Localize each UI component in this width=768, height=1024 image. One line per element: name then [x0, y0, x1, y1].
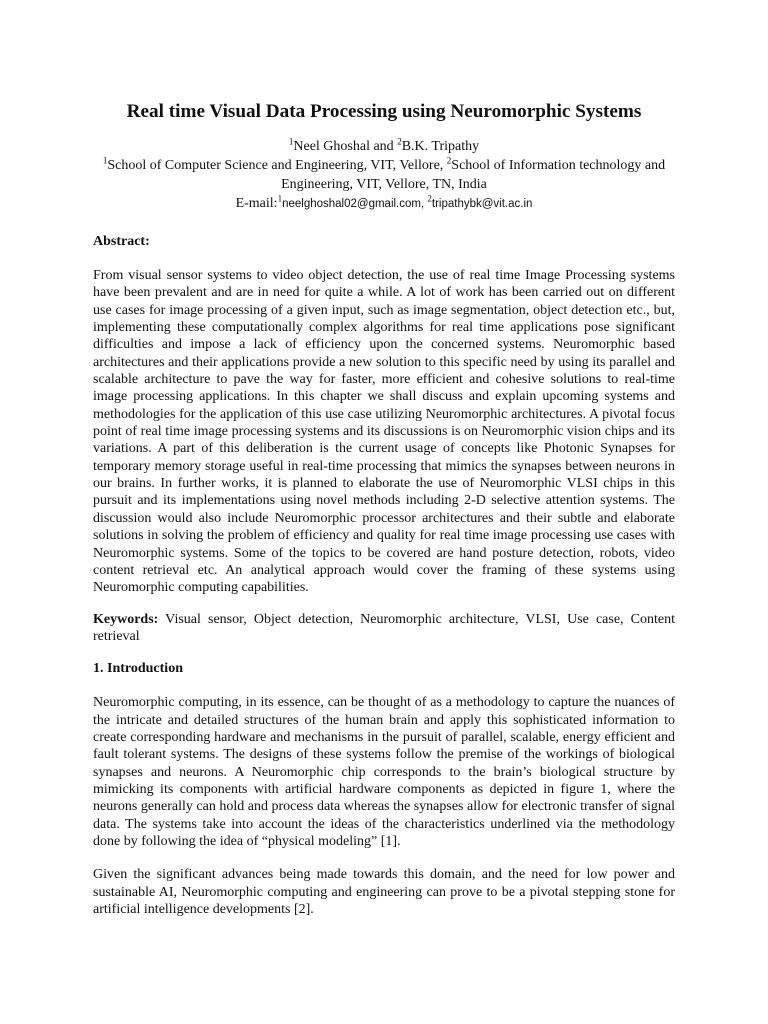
introduction-paragraph-2: Given the significant advances being made towards this domain, and the need for low power and sustainable AI, Neuromorphic computing and engineering can prove to be a pivotal stepping stone for artificial intelligence developments [2].: [93, 867, 675, 917]
introduction-heading: 1. Introduction: [93, 661, 183, 677]
abstract-heading: Abstract:: [93, 234, 150, 249]
affiliation2-superscript: 2: [446, 155, 452, 166]
author1-superscript: 1: [288, 136, 294, 147]
email1-superscript: 1: [277, 193, 283, 204]
keywords-label: Keywords:: [93, 611, 159, 627]
affiliation-block: [93, 156, 675, 194]
keywords-text: Visual sensor, Object detection, Neuromorphic architecture, VLSI, Use case, Content retrieval: [93, 611, 675, 644]
email1-address: neelghoshal02@gmail.com,: [282, 198, 428, 210]
affiliation2-text: School of Information technology and Engineering, VIT, Vellore, TN, India: [281, 158, 666, 192]
email2-address: tripathybk@vit.ac.in: [431, 198, 533, 210]
paper-title: Real time Visual Data Processing using Neuromorphic Systems: [126, 101, 642, 122]
affiliation1-superscript: 1: [102, 155, 108, 166]
email-line: [93, 194, 675, 214]
keywords-paragraph: [93, 611, 675, 646]
introduction-paragraph-1: Neuromorphic computing, in its essence, can be thought of as a methodology to capture the nuances of the intricate and detailed structures of the human brain and apply this sophisticated information to create corresponding hardware and mechanisms in the pursuit of parallel, scalable, energy efficient and fault tolerant systems. The designs of these systems follow the premise of the workings of biological synapses and neurons. A Neuromorphic chip corresponds to the brain’s biological structure by mimicking its components with artificial hardware components as depicted in figure 1, where the neurons generally can hold and process data whereas the synapses allow for electronic transfer of signal data. The systems take into account the ideas of the characteristics underlined via the methodology done by following the idea of “physical modeling” [1].: [93, 695, 675, 849]
paper-content: [93, 100, 675, 932]
author2-superscript: 2: [397, 136, 402, 147]
author1-name: Neel Ghoshal and: [293, 139, 398, 154]
affiliation1-text: School of Computer Science and Engineering, VIT, Vellore,: [107, 158, 447, 173]
email-label: E-mail:: [235, 196, 278, 211]
abstract-text: From visual sensor systems to video object detection, the use of real time Image Processing systems have been prevalent and are in need for quite a while. A lot of work has been carried out on different use cases for image processing of a given input, such as image segmentation, object detection etc., but, implementing these computationally complex algorithms for real time applications pose significant difficulties and impose a lack of efficiency upon the concerned systems. Neuromorphic based architectures and their applications provide a new solution to this specific need by using its parallel and scalable architecture to pave the way for faster, more efficient and cohesive solutions to real-time image processing applications. In this chapter we shall discuss and explain upcoming systems and methodologies for the application of this use case utilizing Neuromorphic architectures. A pivotal focus point of real time image processing systems and its discussions is on Neuromorphic vision chips and its variations. A part of this deliberation is the current usage of concepts like Photonic Synapses for temporary memory storage useful in real-time processing that mimics the synapses between neurons in our brains. In further works, it is planned to elaborate the use of Neuromorphic VLSI chips in this pursuit and its implementations using novel methods including 2-D selective attention systems. The discussion would also include Neuromorphic processor architectures and their subtle and elaborate solutions in solving the problem of efficiency and quality for real time image processing use cases with Neuromorphic systems. Some of the topics to be covered are hand posture detection, robots, video content retrieval etc. An analytical approach would cover the framing of these systems using Neuromorphic computing capabilities.: [93, 268, 675, 596]
email2-superscript: 2: [427, 193, 432, 204]
author2-name: B.K. Tripathy: [401, 139, 480, 154]
author-line: [93, 137, 675, 156]
